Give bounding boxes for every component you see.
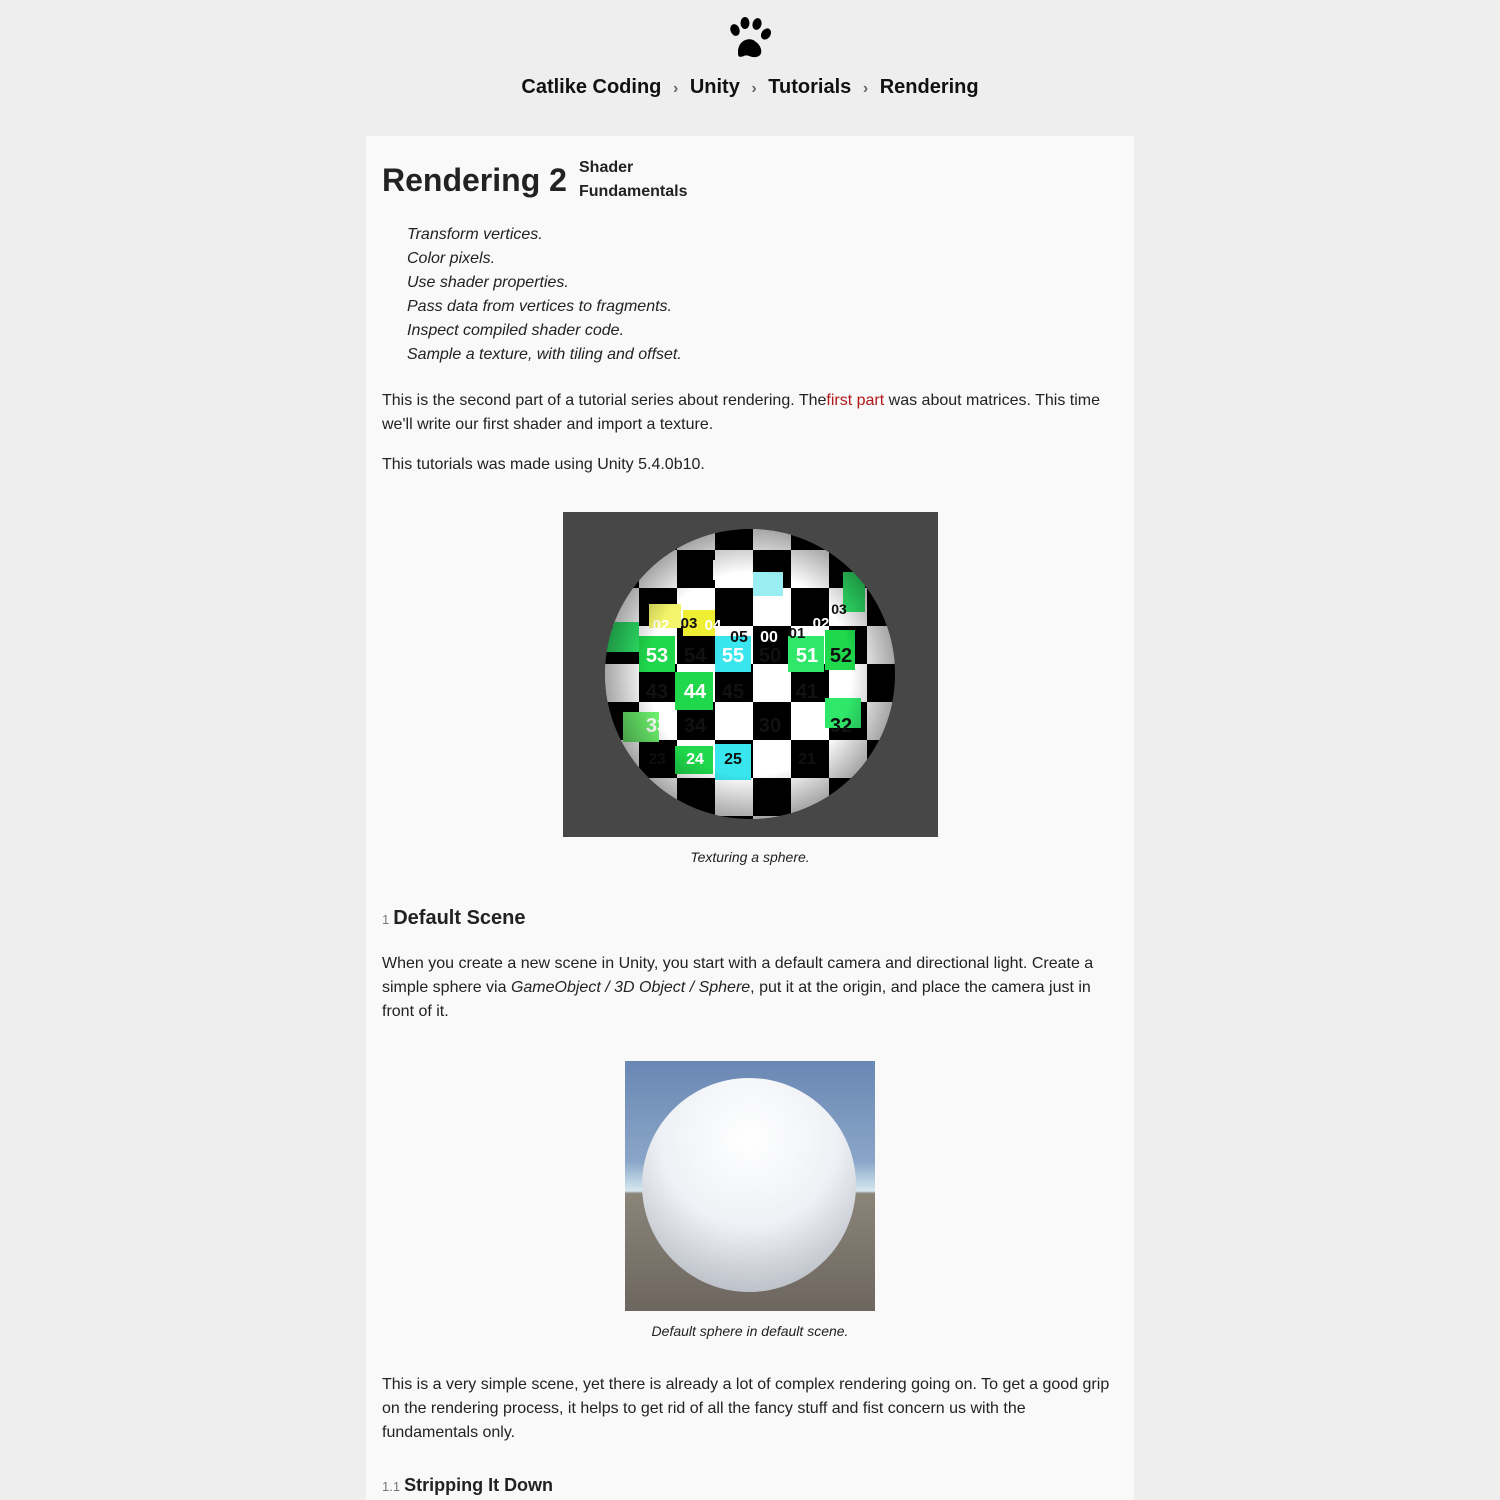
breadcrumb-catlike-coding[interactable]: Catlike Coding <box>521 76 662 98</box>
goal-item: Use shader properties. <box>407 274 569 291</box>
section1-paragraph <box>382 952 1118 1024</box>
page-subtitle: Shader Fundamentals <box>579 159 688 200</box>
breadcrumb-separator: › <box>862 80 869 97</box>
goals-list <box>407 223 682 367</box>
breadcrumb-separator: › <box>672 80 679 97</box>
goal-item: Transform vertices. <box>407 226 543 243</box>
site-header <box>0 0 1500 136</box>
default-sphere-illustration <box>625 1061 875 1311</box>
intro-paragraph <box>382 389 1118 437</box>
page-title: Rendering 2 <box>382 162 567 198</box>
section1-paragraph-2: This is a very simple scene, yet there is already a lot of complex rendering going on. To get a good grip on the rendering process, it helps to get rid of all the fancy stuff and fist concern us with the fundamentals only. <box>382 1376 1110 1441</box>
figure-caption: Texturing a sphere. <box>690 849 810 865</box>
breadcrumb <box>0 76 1500 99</box>
goal-item: Sample a texture, with tiling and offset. <box>407 346 682 363</box>
textured-sphere-illustration <box>563 512 938 837</box>
section-heading <box>382 907 526 930</box>
default-sphere-image <box>625 1061 875 1311</box>
intro-text: This is the second part of a tutorial series about rendering. The <box>382 392 827 409</box>
textured-sphere-image <box>563 512 938 837</box>
figure-caption: Default sphere in default scene. <box>651 1323 849 1339</box>
breadcrumb-separator: › <box>751 80 757 97</box>
intro-text-after: was about matrices. This time we'll write our first shader and import a texture. <box>382 392 1100 433</box>
subsection-heading <box>382 1475 553 1496</box>
section-number: 1 <box>382 912 390 927</box>
goal-item: Inspect compiled shader code. <box>407 322 625 339</box>
subsection-title: Stripping It Down <box>404 1475 554 1495</box>
article <box>366 136 1134 1500</box>
section1-text: When you create a new scene in Unity, you start with a default camera and directional light. Create a simple sphere via <box>382 955 1094 996</box>
section1-text-after: , put it at the origin, and place the camera just in front of it. <box>382 979 1091 1020</box>
goal-item: Pass data from vertices to fragments. <box>407 298 672 315</box>
paw-print-icon[interactable] <box>728 16 772 60</box>
breadcrumb-rendering[interactable]: Rendering <box>879 76 979 98</box>
goal-item: Color pixels. <box>407 250 496 267</box>
menu-path: GameObject / 3D Object / Sphere <box>510 979 751 996</box>
subsection-number: 1.1 <box>382 1479 401 1494</box>
section-title: Default Scene <box>393 907 526 929</box>
version-note: This tutorials was made using Unity 5.4.0b10. <box>382 456 705 473</box>
breadcrumb-tutorials[interactable]: Tutorials <box>768 76 852 98</box>
first-part-link[interactable]: first part <box>826 392 885 409</box>
breadcrumb-unity[interactable]: Unity <box>689 76 740 98</box>
